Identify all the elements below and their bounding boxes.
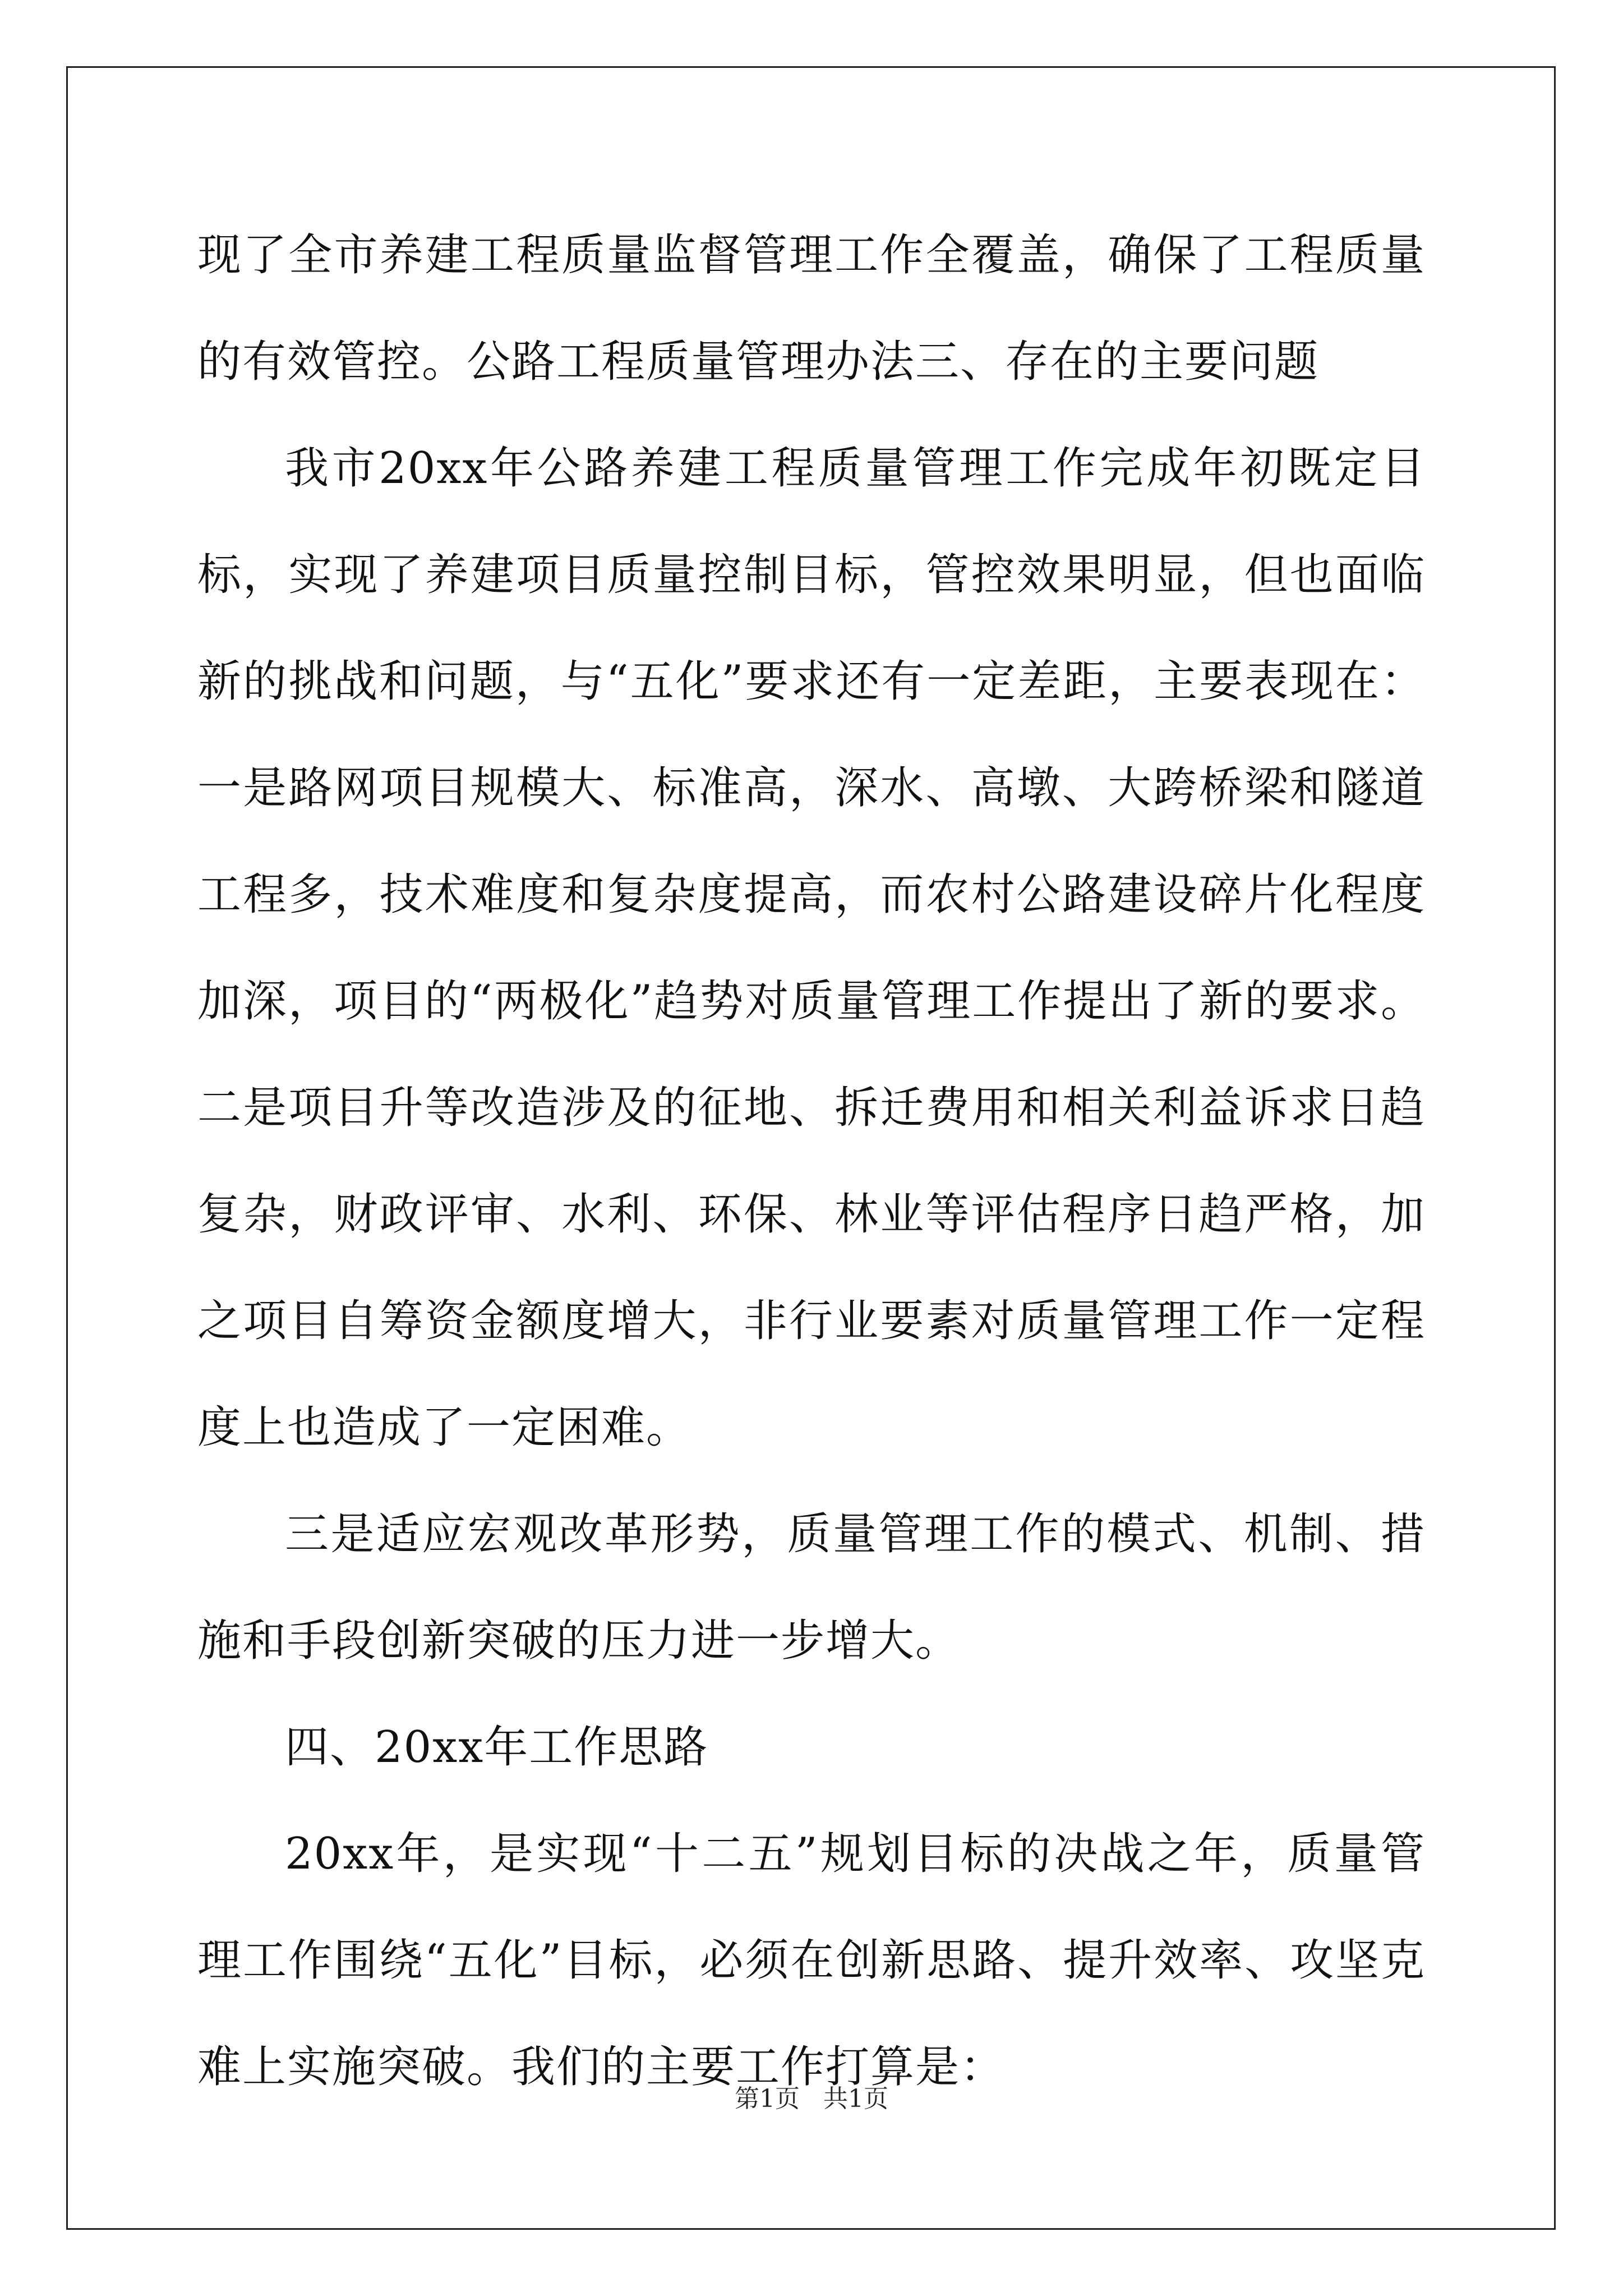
paragraph-5: 20xx年，是实现“十二五”规划目标的决战之年，质量管理工作围绕“五化”目标，必须在创新思路、提升效率、攻坚克难上实施突破。我们的主要工作打算是： <box>197 1829 1426 2092</box>
section-heading-4: 四、20xx年工作思路 <box>285 1722 709 1773</box>
paragraph-2: 我市20xx年公路养建工程质量管理工作完成年初既定目标，实现了养建项目质量控制目标，管控效果明显，但也面临新的挑战和问题，与“五化”要求还有一定差距，主要表现在：一是路网项目规模大、标准高，深水、高墩、大跨桥梁和隧道工程多，技术难度和复杂度提高，而农村公路建设碎片化程度加深，项目的“两极化”趋势对质量管理工作提出了新的要求。二是项目升等改造涉及的征地、拆迁费用和相关利益诉求日趋复杂，财政评审、水利、环保、林业等评估程序日趋严格，加之项目自筹资金额度增大，非行业要素对质量管理工作一定程度上也造成了一定困难。 <box>197 443 1426 1453</box>
document-body <box>197 202 1426 2120</box>
page-footer <box>0 2082 1623 2116</box>
page-number: 第1页 <box>735 2085 800 2113</box>
paragraph-3: 三是适应宏观改革形势，质量管理工作的模式、机制、措施和手段创新突破的压力进一步增大。 <box>197 1509 1426 1666</box>
paragraph-1: 现了全市养建工程质量监督管理工作全覆盖，确保了工程质量的有效管控。公路工程质量管理办法三、存在的主要问题 <box>197 230 1426 387</box>
page-total: 共1页 <box>823 2085 888 2113</box>
